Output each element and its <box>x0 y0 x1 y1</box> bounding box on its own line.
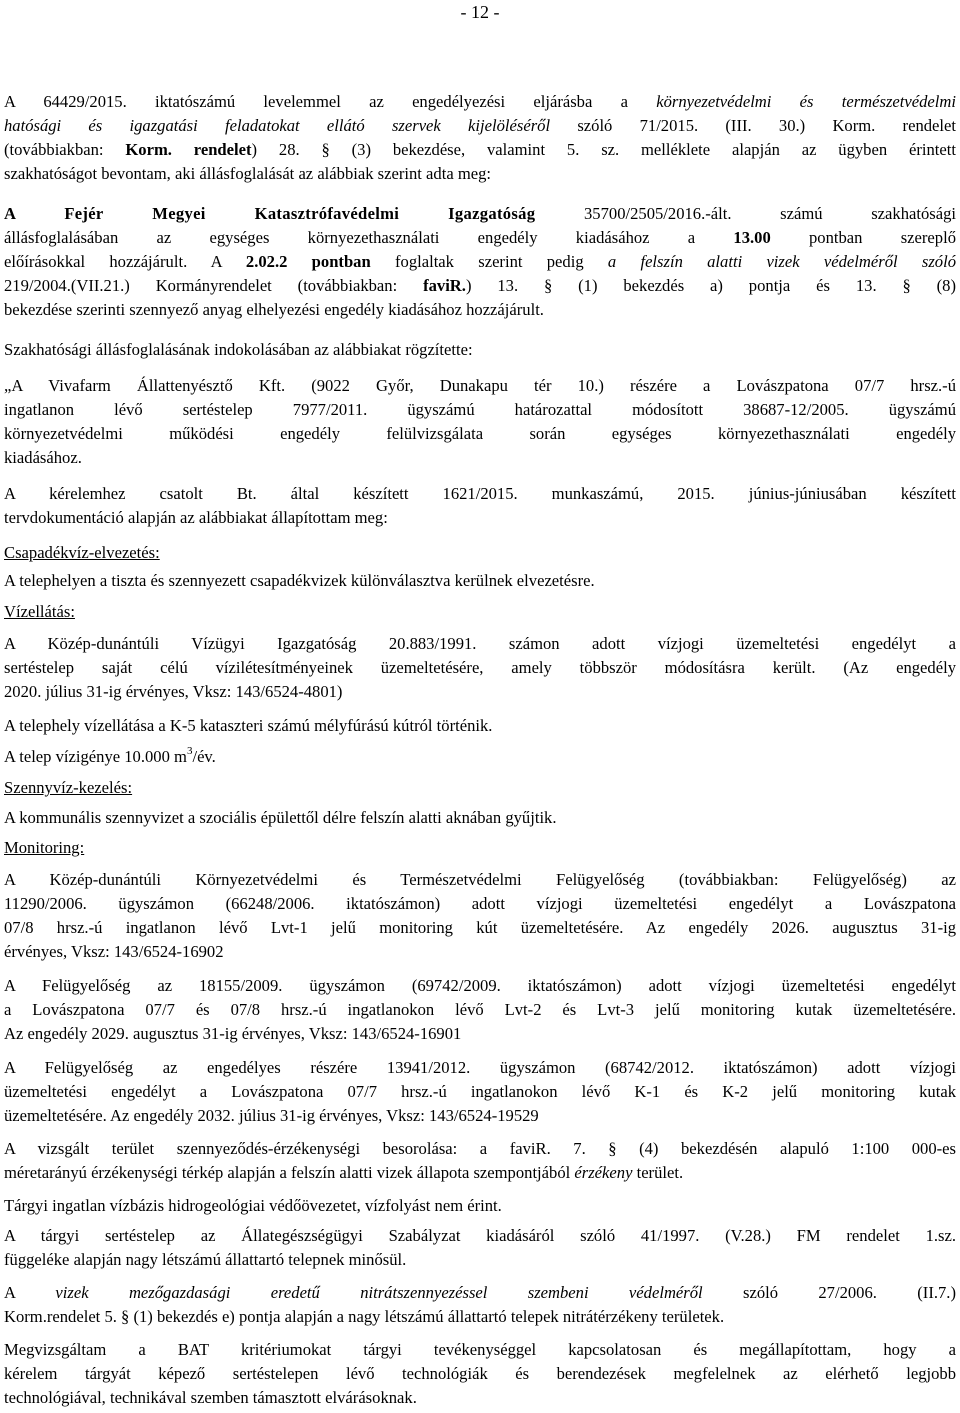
intro-paragraph: A 64429/2015. iktatószámú levelemmel az engedélyezési eljárásba a környezetvédelmi és természetvédelmi hatósági és igazgatási feladatokat ellátó szervek kijelöléséről szóló 71/2015. (III. 30.) Korm. rendelet (továbbiakban: Korm. rendelet) 28. § (3) bekezdése, valamint 5. sz. melléklete alapján az ügyben érintett szakhatóságot bevontam, aki állásfoglalását az alábbiak szerint adta meg: <box>4 92 956 183</box>
sensitivity-paragraph: A vizsgált terület szennyeződés-érzékenységi besorolása: a faviR. 7. § (4) bekezdésén alapuló 1:100 000-es méretarányú érzékenységi térkép alapján a felszín alatti vizek állapota szempontjából érzékeny terület. <box>4 1139 956 1182</box>
animal-health-paragraph: A tárgyi sertéstelep az Állategészségügyi Szabályzat kiadásáról szóló 41/1997. (V.28.) FM rendelet 1.sz. függeléke alapján nagy létszámú állattartó telepnek minősül. <box>4 1226 956 1269</box>
vizellatas-paragraph: A Közép-dunántúli Vízügyi Igazgatóság 20.883/1991. számon adott vízjogi üzemeltetési engedélyt a sertéstelep saját célú vízilétesítményeinek üzemeltetésére, amely többször módosításra került. (Az engedély 2020. július 31-ig érvényes, Vksz: 143/6524-4801) <box>4 634 956 701</box>
csapadekviz-paragraph: A telephelyen a tiszta és szennyezett csapadékvizek különválasztva kerülnek elvezetésre. <box>4 571 595 590</box>
heading-szennyviz: Szennyvíz-kezelés: <box>4 778 133 797</box>
water-demand-paragraph: A telep vízigénye 10.000 $m^3/év$. <box>4 745 216 766</box>
heading-vizellatas: Vízellátás: <box>4 602 75 621</box>
monitoring-paragraph-1: A Közép-dunántúli Környezetvédelmi és Természetvédelmi Felügyelőség (továbbiakban: Felügyelőség) az 11290/2006. ügyszámon (66248/2006. iktatószámon) adott vízjogi üzemeltetési engedélyt a Lovászpatona 07/8 hrsz.-ú ingatlanon lévő Lvt-1 jelű monitoring kút üzemeltetésére. Az engedély 2026. augusztus 31-ig érvényes, Vksz: 143/6524-16902 <box>4 870 956 961</box>
monitoring-paragraph-2: A Felügyelőség az 18155/2009. ügyszámon (69742/2009. iktatószámon) adott vízjogi üzemeltetési engedélyt a Lovászpatona 07/7 és 07/8 hrsz.-ú ingatlanokon lévő Lvt-2 és Lvt-3 jelű monitoring kutak üzemeltetésére. Az engedély 2029. augusztus 31-ig érvényes, Vksz: 143/6524-16901 <box>4 976 956 1043</box>
page-number: - 12 - <box>460 2 500 22</box>
authority-opinion-paragraph: A Fejér Megyei Katasztrófavédelmi Igazgatóság 35700/2505/2016.-ált. számú szakhatósági állásfoglalásában az egységes környezethasználati engedély kiadásához a 13.00 pontban szereplő előírásokkal hozzájárult. A 2.02.2 pontban foglaltak szerint pedig a felszín alatti vizek védelméről szóló 219/2004.(VII.21.) Kormányrendelet (továbbiakban: faviR.) 13. § (1) bekezdés a) pontja és 13. § (8) bekezdése szerinti szennyező anyag elhelyezési engedély kiadásához hozzájárult. <box>4 204 957 319</box>
quote-paragraph: „A Vivafarm Állattenyésztő Kft. (9022 Győr, Dunakapu tér 10.) részére a Lovászpatona 07/7 hrsz.-ú ingatlanon lévő sertéstelep 7977/2011. ügyszámú határozattal módosított 38687-12/2005. ügyszámú környezetvédelmi működési engedély felülvizsgálata során egységes környezethasználati engedély kiadásához. <box>4 376 956 467</box>
nitrate-paragraph: A vizek mezőgazdasági eredetű nitrátszennyezéssel szembeni védelméről szóló 27/2006. (II.7.) Korm.rendelet 5. § (1) bekezdés e) pontja alapján a nagy létszámú állattartó telepek nitrátérzékeny területek. <box>4 1283 956 1326</box>
well-paragraph: A telephely vízellátása a K-5 kataszteri számú mélyfúrású kútról történik. <box>4 716 493 735</box>
bat-paragraph: Megvizsgáltam a BAT kritériumokat tárgyi tevékenységgel kapcsolatosan és megállapítottam, hogy a kérelem tárgyát képező sertéstelepen lévő technológiák és berendezések megfelelnek az elérhető legjobb technológiával, technikával szemben támasztott elvárásoknak. <box>4 1340 956 1407</box>
monitoring-paragraph-3: A Felügyelőség az engedélyes részére 13941/2012. ügyszámon (68742/2012. iktatószámon) adott vízjogi üzemeltetési engedélyt a Lovászpatona 07/7 hrsz.-ú ingatlanokon lévő K-1 és K-2 jelű monitoring kutak üzemeltetésére. Az engedély 2032. július 31-ig érvényes, Vksz: 143/6524-19529 <box>4 1058 956 1125</box>
szennyviz-paragraph: A kommunális szennyvizet a szociális épülettől délre felszín alatti aknában gyűjtik. <box>4 808 557 827</box>
justification-intro: Szakhatósági állásfoglalásának indokolásában az alábbiakat rögzítette: <box>4 340 473 359</box>
heading-monitoring: Monitoring: <box>4 838 85 857</box>
water-protection-paragraph: Tárgyi ingatlan vízbázis hidrogeológiai védőövezetet, vízfolyást nem érint. <box>4 1196 502 1215</box>
heading-csapadekviz: Csapadékvíz-elvezetés: <box>4 543 160 562</box>
documentation-paragraph: A kérelemhez csatolt Bt. által készített 1621/2015. munkaszámú, 2015. június-júniusában készített tervdokumentáció alapján az alábbiakat állapítottam meg: <box>4 484 956 527</box>
